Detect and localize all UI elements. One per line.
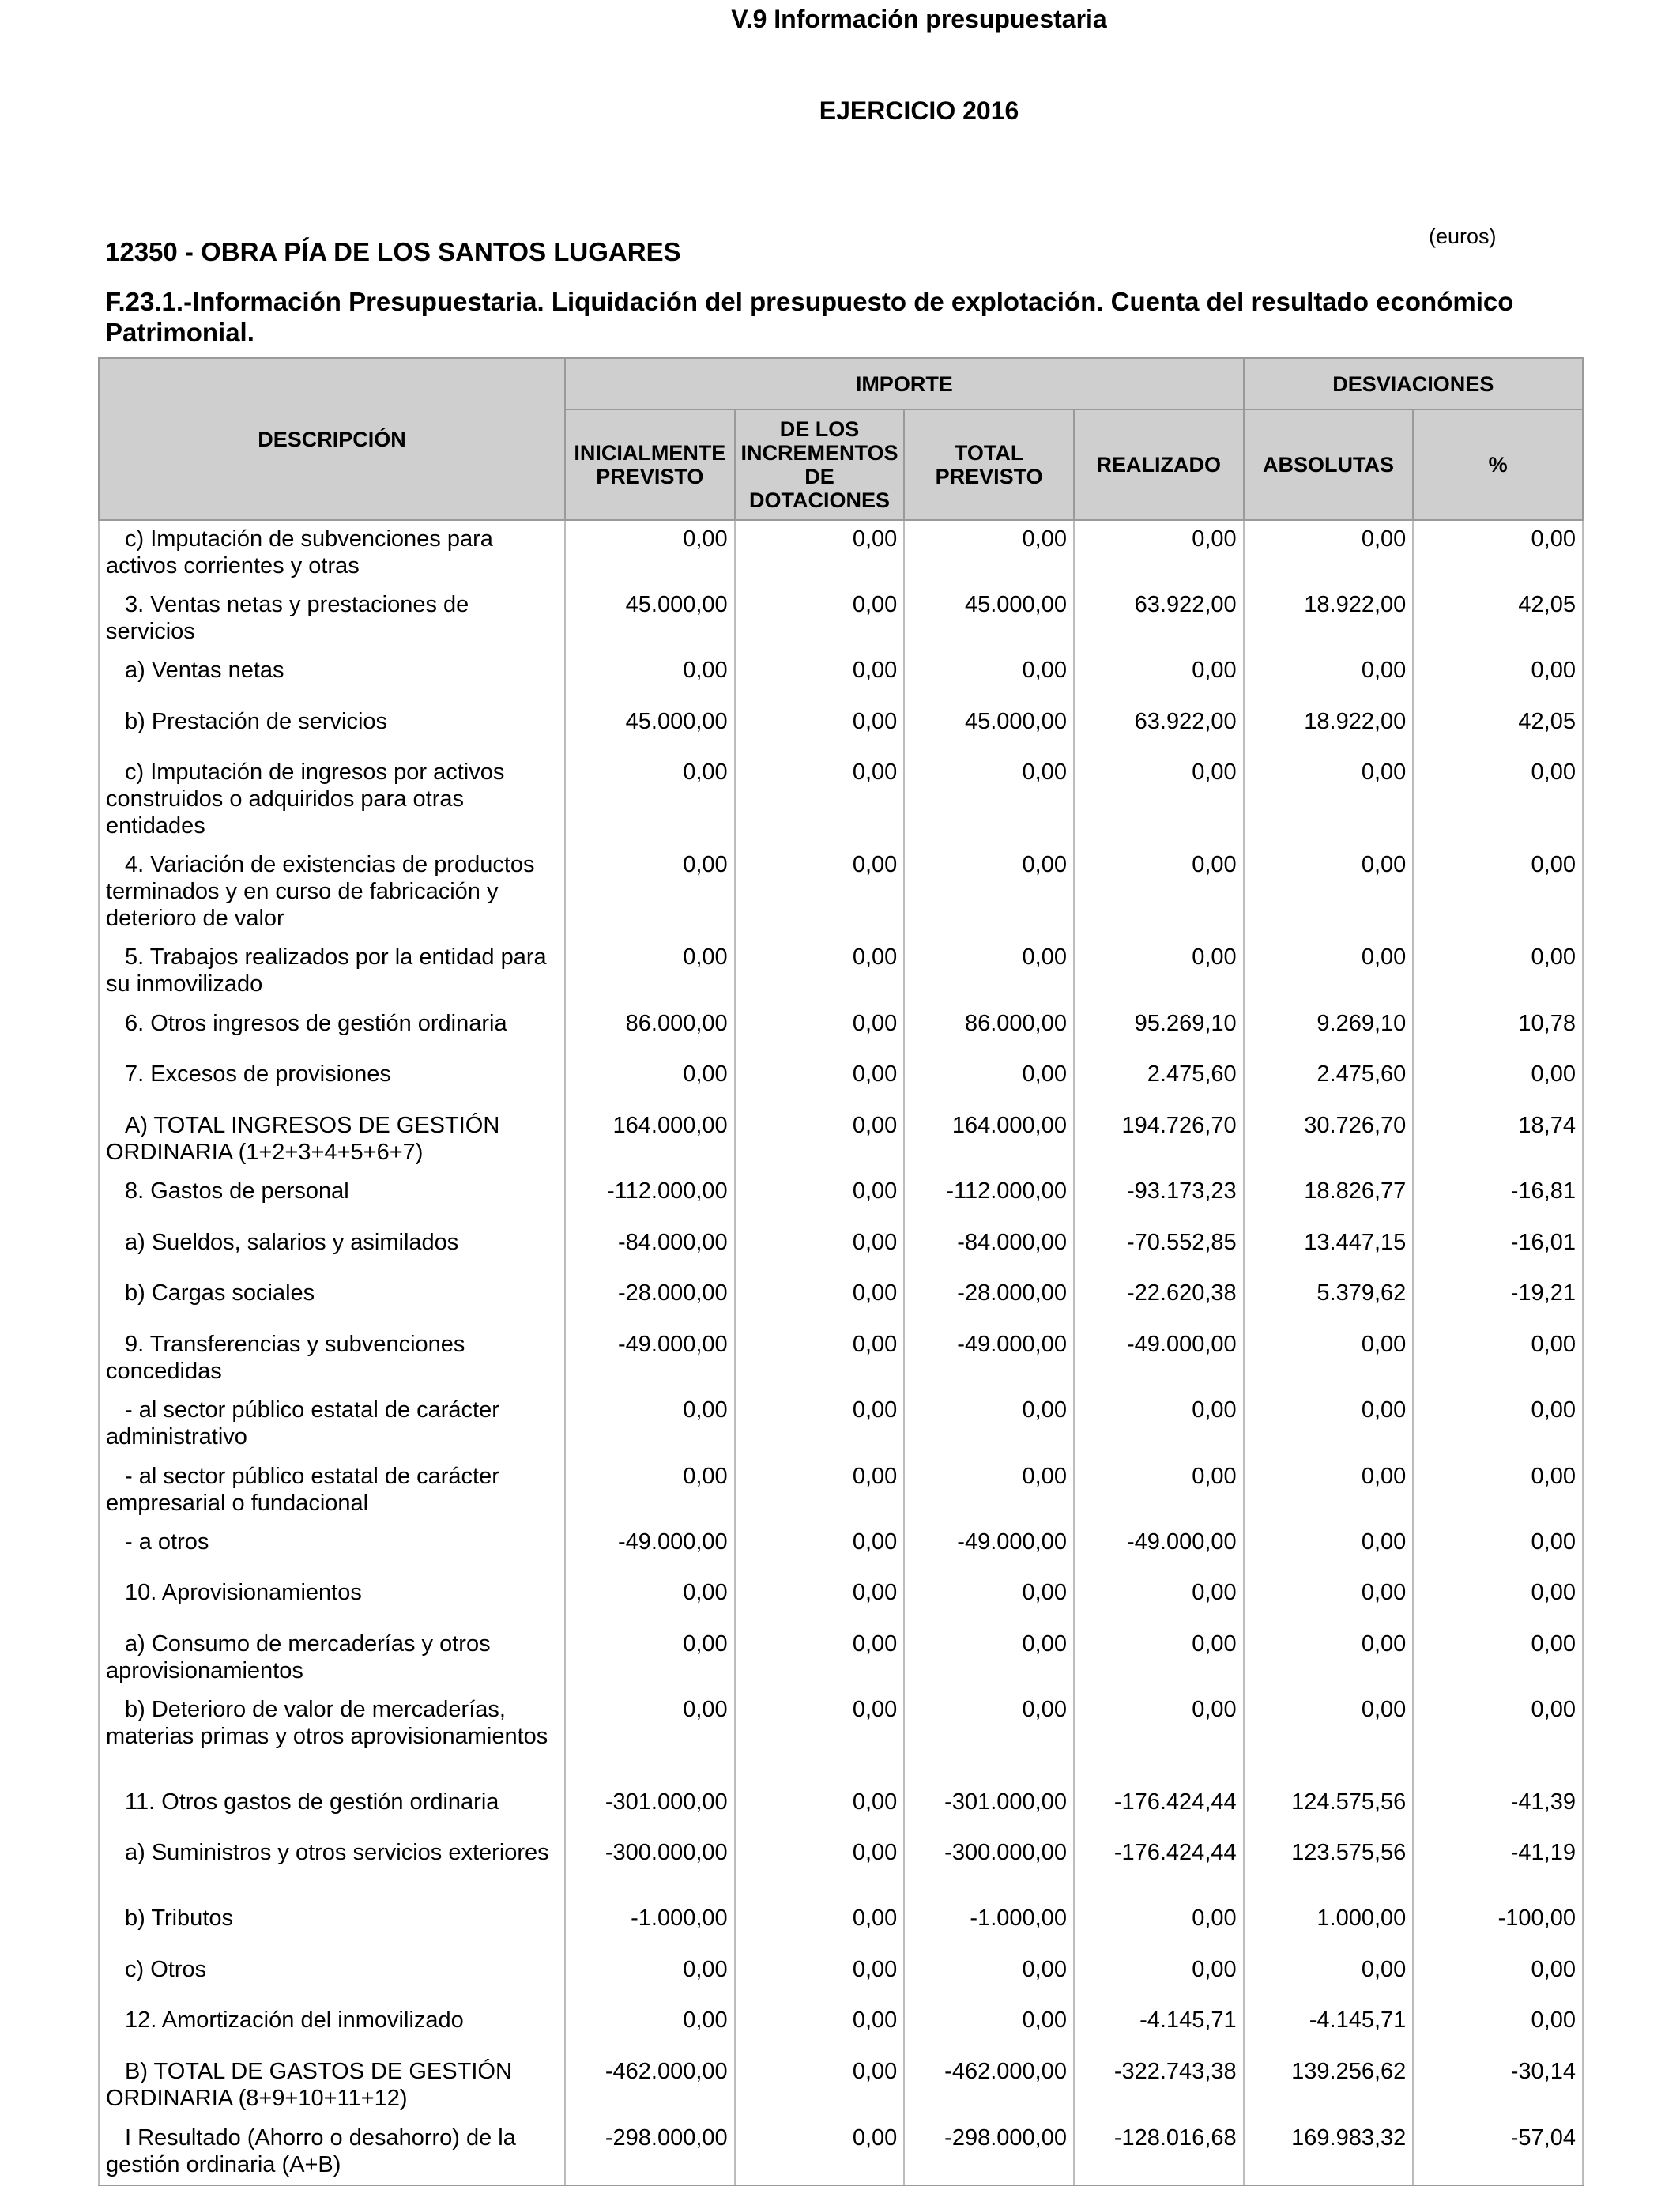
cell-percent: -19,21 (1413, 1275, 1583, 1326)
cell-inicialmente-previsto: -298.000,00 (565, 2120, 735, 2185)
cell-incrementos-dotaciones: 0,00 (735, 1275, 905, 1326)
cell-incrementos-dotaciones: 0,00 (735, 1900, 905, 1951)
row-description-continuation: construidos o adquiridos para otras entidades (106, 786, 464, 839)
row-description-first-line: b) Deterioro de valor de mercaderías, (125, 1697, 506, 1722)
row-description-first-line: 3. Ventas netas y prestaciones de (125, 592, 469, 617)
cell-total-previsto: 0,00 (904, 520, 1074, 586)
row-description-first-line: b) Prestación de servicios (125, 709, 388, 734)
row-description-continuation: aprovisionamientos (106, 1658, 303, 1683)
row-description-first-line: 11. Otros gastos de gestión ordinaria (125, 1789, 499, 1815)
row-description (99, 1691, 565, 1784)
row-description-continuation: materias primas y otros aprovisionamientos (106, 1724, 548, 1749)
cell-incrementos-dotaciones: 0,00 (735, 1574, 905, 1626)
table-row (99, 1626, 1583, 1691)
row-description (99, 1784, 565, 1834)
cell-percent: 42,05 (1413, 586, 1583, 652)
row-description-first-line: b) Tributos (125, 1906, 233, 1931)
cell-absolutas: 2.475,60 (1244, 1056, 1414, 1107)
exercise-year: EJERCICIO 2016 (819, 96, 1019, 125)
col-header-total-previsto: TOTAL PREVISTO (904, 409, 1074, 520)
cell-inicialmente-previsto: 0,00 (565, 1392, 735, 1458)
row-description (99, 652, 565, 703)
row-description-first-line: 8. Gastos de personal (125, 1178, 349, 1204)
cell-incrementos-dotaciones: 0,00 (735, 1173, 905, 1224)
table-row (99, 1574, 1583, 1626)
row-description (99, 1056, 565, 1107)
cell-absolutas: 0,00 (1244, 939, 1414, 1005)
col-header-incrementos-dotaciones: DE LOS INCREMENTOS DE DOTACIONES (735, 409, 905, 520)
table-row (99, 2053, 1583, 2120)
cell-inicialmente-previsto: 0,00 (565, 1574, 735, 1626)
col-header-absolutas: ABSOLUTAS (1244, 409, 1414, 520)
cell-incrementos-dotaciones: 0,00 (735, 703, 905, 754)
table-row (99, 1005, 1583, 1056)
cell-absolutas: 0,00 (1244, 1524, 1414, 1574)
row-description (99, 1834, 565, 1900)
row-description (99, 939, 565, 1005)
row-description-continuation: exteriores (448, 1840, 549, 1865)
cell-total-previsto: 0,00 (904, 1574, 1074, 1626)
cell-realizado: -176.424,44 (1074, 1834, 1244, 1900)
cell-total-previsto: -300.000,00 (904, 1834, 1074, 1900)
cell-realizado: 0,00 (1074, 1691, 1244, 1784)
cell-realizado: -70.552,85 (1074, 1224, 1244, 1275)
cell-inicialmente-previsto: 0,00 (565, 939, 735, 1005)
cell-percent: 18,74 (1413, 1107, 1583, 1173)
cell-inicialmente-previsto: 0,00 (565, 1626, 735, 1691)
cell-total-previsto: -49.000,00 (904, 1524, 1074, 1574)
cell-realizado: -22.620,38 (1074, 1275, 1244, 1326)
row-description (99, 2120, 565, 2185)
table-row (99, 939, 1583, 1005)
table-row (99, 1173, 1583, 1224)
cell-inicialmente-previsto: -49.000,00 (565, 1524, 735, 1574)
cell-total-previsto: 0,00 (904, 1951, 1074, 2002)
row-description-continuation: productos terminados y en curso de fabricación y deterioro de valor (106, 852, 535, 931)
cell-inicialmente-previsto: 86.000,00 (565, 1005, 735, 1056)
row-description-continuation: para su inmovilizado (106, 944, 547, 997)
cell-incrementos-dotaciones: 0,00 (735, 2120, 905, 2185)
cell-percent: -41,39 (1413, 1784, 1583, 1834)
row-description-first-line: A) TOTAL INGRESOS DE GESTIÓN (125, 1113, 500, 1138)
cell-absolutas: 139.256,62 (1244, 2053, 1414, 2120)
table-row (99, 652, 1583, 703)
row-description (99, 1326, 565, 1392)
cell-incrementos-dotaciones: 0,00 (735, 1691, 905, 1784)
table-row (99, 846, 1583, 939)
cell-realizado: -49.000,00 (1074, 1326, 1244, 1392)
table-row (99, 1224, 1583, 1275)
cell-realizado: -93.173,23 (1074, 1173, 1244, 1224)
cell-total-previsto: 45.000,00 (904, 703, 1074, 754)
row-description-continuation: concedidas (106, 1359, 222, 1384)
row-description-continuation: ORDINARIA (1+2+3+4+5+6+7) (106, 1140, 424, 1165)
row-description (99, 1951, 565, 2002)
cell-absolutas: 0,00 (1244, 1574, 1414, 1626)
cell-percent: 0,00 (1413, 846, 1583, 939)
cell-total-previsto: -462.000,00 (904, 2053, 1074, 2120)
cell-total-previsto: -1.000,00 (904, 1900, 1074, 1951)
row-description-first-line: a) Sueldos, salarios y asimilados (125, 1230, 459, 1255)
cell-total-previsto: 0,00 (904, 939, 1074, 1005)
row-description (99, 2002, 565, 2053)
row-description-first-line: 4. Variación de existencias de (125, 852, 428, 877)
cell-inicialmente-previsto: 0,00 (565, 1056, 735, 1107)
cell-inicialmente-previsto: -462.000,00 (565, 2053, 735, 2120)
cell-inicialmente-previsto: -301.000,00 (565, 1784, 735, 1834)
cell-percent: -30,14 (1413, 2053, 1583, 2120)
cell-absolutas: 18.922,00 (1244, 586, 1414, 652)
cell-percent: -41,19 (1413, 1834, 1583, 1900)
row-description-continuation: ORDINARIA (8+9+10+11+12) (106, 2086, 408, 2111)
cell-total-previsto: 0,00 (904, 1458, 1074, 1524)
cell-absolutas: 0,00 (1244, 520, 1414, 586)
row-description (99, 520, 565, 586)
cell-total-previsto: -49.000,00 (904, 1326, 1074, 1392)
cell-total-previsto: -28.000,00 (904, 1275, 1074, 1326)
cell-percent: 0,00 (1413, 1951, 1583, 2002)
cell-percent: 0,00 (1413, 1392, 1583, 1458)
cell-absolutas: 0,00 (1244, 1691, 1414, 1784)
cell-realizado: 0,00 (1074, 1900, 1244, 1951)
row-description-first-line: 9. Transferencias y subvenciones (125, 1332, 465, 1357)
cell-inicialmente-previsto: -84.000,00 (565, 1224, 735, 1275)
row-description (99, 1574, 565, 1626)
cell-incrementos-dotaciones: 0,00 (735, 1326, 905, 1392)
cell-realizado: 0,00 (1074, 1392, 1244, 1458)
cell-realizado: 0,00 (1074, 846, 1244, 939)
cell-total-previsto: 0,00 (904, 754, 1074, 846)
cell-realizado: -176.424,44 (1074, 1784, 1244, 1834)
cell-total-previsto: 0,00 (904, 846, 1074, 939)
cell-incrementos-dotaciones: 0,00 (735, 1524, 905, 1574)
group-header-desviaciones: DESVIACIONES (1244, 358, 1583, 409)
cell-inicialmente-previsto: -1.000,00 (565, 1900, 735, 1951)
cell-realizado: 95.269,10 (1074, 1005, 1244, 1056)
cell-inicialmente-previsto: 0,00 (565, 1691, 735, 1784)
cell-percent: 0,00 (1413, 754, 1583, 846)
row-description (99, 1392, 565, 1458)
cell-inicialmente-previsto: 0,00 (565, 2002, 735, 2053)
row-description-first-line: B) TOTAL DE GASTOS DE GESTIÓN (125, 2059, 512, 2084)
cell-inicialmente-previsto: -49.000,00 (565, 1326, 735, 1392)
cell-total-previsto: 0,00 (904, 1056, 1074, 1107)
cell-absolutas: 0,00 (1244, 1951, 1414, 2002)
cell-realizado: 0,00 (1074, 1626, 1244, 1691)
row-description (99, 1224, 565, 1275)
cell-realizado: 0,00 (1074, 939, 1244, 1005)
cell-inicialmente-previsto: 0,00 (565, 754, 735, 846)
cell-absolutas: -4.145,71 (1244, 2002, 1414, 2053)
cell-inicialmente-previsto: 0,00 (565, 846, 735, 939)
row-description-continuation: gestión ordinaria (A+B) (106, 2152, 341, 2177)
cell-total-previsto: -84.000,00 (904, 1224, 1074, 1275)
cell-absolutas: 124.575,56 (1244, 1784, 1414, 1834)
cell-absolutas: 0,00 (1244, 1458, 1414, 1524)
budget-table-body (99, 520, 1583, 2185)
row-description (99, 703, 565, 754)
cell-percent: 0,00 (1413, 1458, 1583, 1524)
table-row (99, 1524, 1583, 1574)
cell-inicialmente-previsto: -28.000,00 (565, 1275, 735, 1326)
cell-total-previsto: -298.000,00 (904, 2120, 1074, 2185)
cell-realizado: 63.922,00 (1074, 703, 1244, 754)
row-description (99, 2053, 565, 2120)
row-description (99, 1458, 565, 1524)
organization-name: 12350 - OBRA PÍA DE LOS SANTOS LUGARES (105, 237, 681, 266)
budget-table (98, 357, 1584, 2186)
cell-inicialmente-previsto: 0,00 (565, 520, 735, 586)
cell-absolutas: 0,00 (1244, 1326, 1414, 1392)
row-description-first-line: I Resultado (Ahorro o desahorro) de la (125, 2125, 516, 2151)
cell-total-previsto: 0,00 (904, 652, 1074, 703)
cell-absolutas: 0,00 (1244, 846, 1414, 939)
col-header-percent: % (1413, 409, 1583, 520)
row-description-first-line: 10. Aprovisionamientos (125, 1580, 362, 1605)
table-row (99, 703, 1583, 754)
cell-total-previsto: 0,00 (904, 2002, 1074, 2053)
cell-percent: 0,00 (1413, 2002, 1583, 2053)
row-description-first-line: c) Imputación de ingresos por activos (125, 760, 505, 785)
cell-percent: 0,00 (1413, 939, 1583, 1005)
budget-table-container (98, 357, 1582, 2186)
cell-total-previsto: 45.000,00 (904, 586, 1074, 652)
cell-realizado: 194.726,70 (1074, 1107, 1244, 1173)
row-description-continuation: empresarial o fundacional (106, 1491, 369, 1516)
cell-percent: -57,04 (1413, 2120, 1583, 2185)
row-description-first-line: - al sector público estatal de carácter (125, 1464, 499, 1489)
cell-incrementos-dotaciones: 0,00 (735, 1224, 905, 1275)
cell-inicialmente-previsto: 45.000,00 (565, 703, 735, 754)
row-description-first-line: c) Otros (125, 1957, 207, 1982)
section-title: V.9 Información presupuestaria (731, 5, 1107, 33)
table-row (99, 1275, 1583, 1326)
cell-realizado: 0,00 (1074, 754, 1244, 846)
cell-incrementos-dotaciones: 0,00 (735, 1005, 905, 1056)
cell-inicialmente-previsto: -300.000,00 (565, 1834, 735, 1900)
table-row (99, 1326, 1583, 1392)
table-row (99, 586, 1583, 652)
cell-percent: 0,00 (1413, 1574, 1583, 1626)
row-description (99, 846, 565, 939)
cell-realizado: 63.922,00 (1074, 586, 1244, 652)
cell-absolutas: 0,00 (1244, 754, 1414, 846)
row-description-first-line: b) Cargas sociales (125, 1280, 315, 1306)
table-row (99, 1951, 1583, 2002)
cell-incrementos-dotaciones: 0,00 (735, 2002, 905, 2053)
row-description (99, 1524, 565, 1574)
cell-realizado: 0,00 (1074, 652, 1244, 703)
cell-incrementos-dotaciones: 0,00 (735, 939, 905, 1005)
cell-percent: 0,00 (1413, 520, 1583, 586)
table-row (99, 1834, 1583, 1900)
cell-total-previsto: 0,00 (904, 1691, 1074, 1784)
row-description (99, 1626, 565, 1691)
cell-absolutas: 0,00 (1244, 652, 1414, 703)
row-description-first-line: c) Imputación de subvenciones para (125, 526, 493, 552)
cell-total-previsto: -301.000,00 (904, 1784, 1074, 1834)
cell-realizado: 2.475,60 (1074, 1056, 1244, 1107)
cell-percent: 0,00 (1413, 1691, 1583, 1784)
cell-absolutas: 169.983,32 (1244, 2120, 1414, 2185)
row-description-first-line: 5. Trabajos realizados por la entidad (125, 944, 495, 970)
cell-realizado: -322.743,38 (1074, 2053, 1244, 2120)
cell-absolutas: 1.000,00 (1244, 1900, 1414, 1951)
row-description-continuation: activos corrientes y otras (106, 553, 360, 579)
table-row (99, 1900, 1583, 1951)
row-description (99, 1005, 565, 1056)
table-row (99, 1691, 1583, 1784)
cell-percent: 42,05 (1413, 703, 1583, 754)
cell-percent: 0,00 (1413, 1524, 1583, 1574)
cell-incrementos-dotaciones: 0,00 (735, 520, 905, 586)
cell-incrementos-dotaciones: 0,00 (735, 652, 905, 703)
cell-percent: 0,00 (1413, 1056, 1583, 1107)
cell-incrementos-dotaciones: 0,00 (735, 1056, 905, 1107)
cell-absolutas: 30.726,70 (1244, 1107, 1414, 1173)
col-header-realizado: REALIZADO (1074, 409, 1244, 520)
row-description (99, 754, 565, 846)
cell-inicialmente-previsto: 0,00 (565, 652, 735, 703)
table-row (99, 2120, 1583, 2185)
cell-percent: 0,00 (1413, 1326, 1583, 1392)
row-description-first-line: 12. Amortización del inmovilizado (125, 2007, 464, 2033)
cell-incrementos-dotaciones: 0,00 (735, 754, 905, 846)
cell-realizado: -49.000,00 (1074, 1524, 1244, 1574)
cell-realizado: 0,00 (1074, 1574, 1244, 1626)
cell-percent: 0,00 (1413, 652, 1583, 703)
cell-inicialmente-previsto: 45.000,00 (565, 586, 735, 652)
cell-inicialmente-previsto: 0,00 (565, 1458, 735, 1524)
cell-incrementos-dotaciones: 0,00 (735, 1834, 905, 1900)
cell-percent: -16,01 (1413, 1224, 1583, 1275)
row-description-first-line: 6. Otros ingresos de gestión ordinaria (125, 1011, 507, 1036)
cell-percent: 0,00 (1413, 1626, 1583, 1691)
row-description (99, 586, 565, 652)
report-title: F.23.1.-Información Presupuestaria. Liquidación del presupuesto de explotación. Cuenta del resultado económico Patrimonial. (105, 287, 1514, 347)
cell-absolutas: 0,00 (1244, 1626, 1414, 1691)
cell-inicialmente-previsto: 164.000,00 (565, 1107, 735, 1173)
cell-total-previsto: 86.000,00 (904, 1005, 1074, 1056)
table-row (99, 1784, 1583, 1834)
cell-total-previsto: 164.000,00 (904, 1107, 1074, 1173)
cell-incrementos-dotaciones: 0,00 (735, 1784, 905, 1834)
group-header-importe: IMPORTE (565, 358, 1244, 409)
table-row (99, 520, 1583, 586)
cell-absolutas: 0,00 (1244, 1392, 1414, 1458)
cell-realizado: -4.145,71 (1074, 2002, 1244, 2053)
row-description (99, 1107, 565, 1173)
row-description-first-line: - al sector público estatal de carácter (125, 1397, 499, 1423)
row-description-continuation: administrativo (106, 1424, 247, 1449)
cell-percent: -16,81 (1413, 1173, 1583, 1224)
cell-incrementos-dotaciones: 0,00 (735, 846, 905, 939)
row-description (99, 1900, 565, 1951)
row-description-continuation: servicios (106, 619, 195, 644)
table-row (99, 754, 1583, 846)
row-description-first-line: 7. Excesos de provisiones (125, 1061, 391, 1087)
cell-percent: 10,78 (1413, 1005, 1583, 1056)
cell-total-previsto: -112.000,00 (904, 1173, 1074, 1224)
units-label: (euros) (1429, 224, 1497, 248)
row-description-first-line: a) Consumo de mercaderías y otros (125, 1631, 491, 1657)
cell-total-previsto: 0,00 (904, 1392, 1074, 1458)
cell-absolutas: 5.379,62 (1244, 1275, 1414, 1326)
cell-realizado: 0,00 (1074, 1458, 1244, 1524)
table-row (99, 1392, 1583, 1458)
row-description-first-line: a) Ventas netas (125, 658, 284, 683)
cell-incrementos-dotaciones: 0,00 (735, 1107, 905, 1173)
cell-inicialmente-previsto: -112.000,00 (565, 1173, 735, 1224)
table-row (99, 1056, 1583, 1107)
cell-incrementos-dotaciones: 0,00 (735, 1626, 905, 1691)
col-header-inicialmente-previsto: INICIALMENTE PREVISTO (565, 409, 735, 520)
cell-realizado: 0,00 (1074, 520, 1244, 586)
table-row (99, 1458, 1583, 1524)
cell-absolutas: 18.922,00 (1244, 703, 1414, 754)
cell-absolutas: 9.269,10 (1244, 1005, 1414, 1056)
cell-total-previsto: 0,00 (904, 1626, 1074, 1691)
cell-incrementos-dotaciones: 0,00 (735, 2053, 905, 2120)
cell-realizado: 0,00 (1074, 1951, 1244, 2002)
table-row (99, 1107, 1583, 1173)
table-row (99, 2002, 1583, 2053)
cell-inicialmente-previsto: 0,00 (565, 1951, 735, 2002)
row-description-first-line: a) Suministros y otros servicios (125, 1840, 443, 1865)
cell-percent: -100,00 (1413, 1900, 1583, 1951)
cell-absolutas: 13.447,15 (1244, 1224, 1414, 1275)
row-description-first-line: - a otros (125, 1529, 209, 1555)
cell-realizado: -128.016,68 (1074, 2120, 1244, 2185)
cell-incrementos-dotaciones: 0,00 (735, 1392, 905, 1458)
cell-incrementos-dotaciones: 0,00 (735, 586, 905, 652)
row-description (99, 1275, 565, 1326)
row-description (99, 1173, 565, 1224)
col-header-descripcion: DESCRIPCIÓN (99, 358, 565, 520)
cell-absolutas: 18.826,77 (1244, 1173, 1414, 1224)
cell-incrementos-dotaciones: 0,00 (735, 1951, 905, 2002)
cell-incrementos-dotaciones: 0,00 (735, 1458, 905, 1524)
cell-absolutas: 123.575,56 (1244, 1834, 1414, 1900)
